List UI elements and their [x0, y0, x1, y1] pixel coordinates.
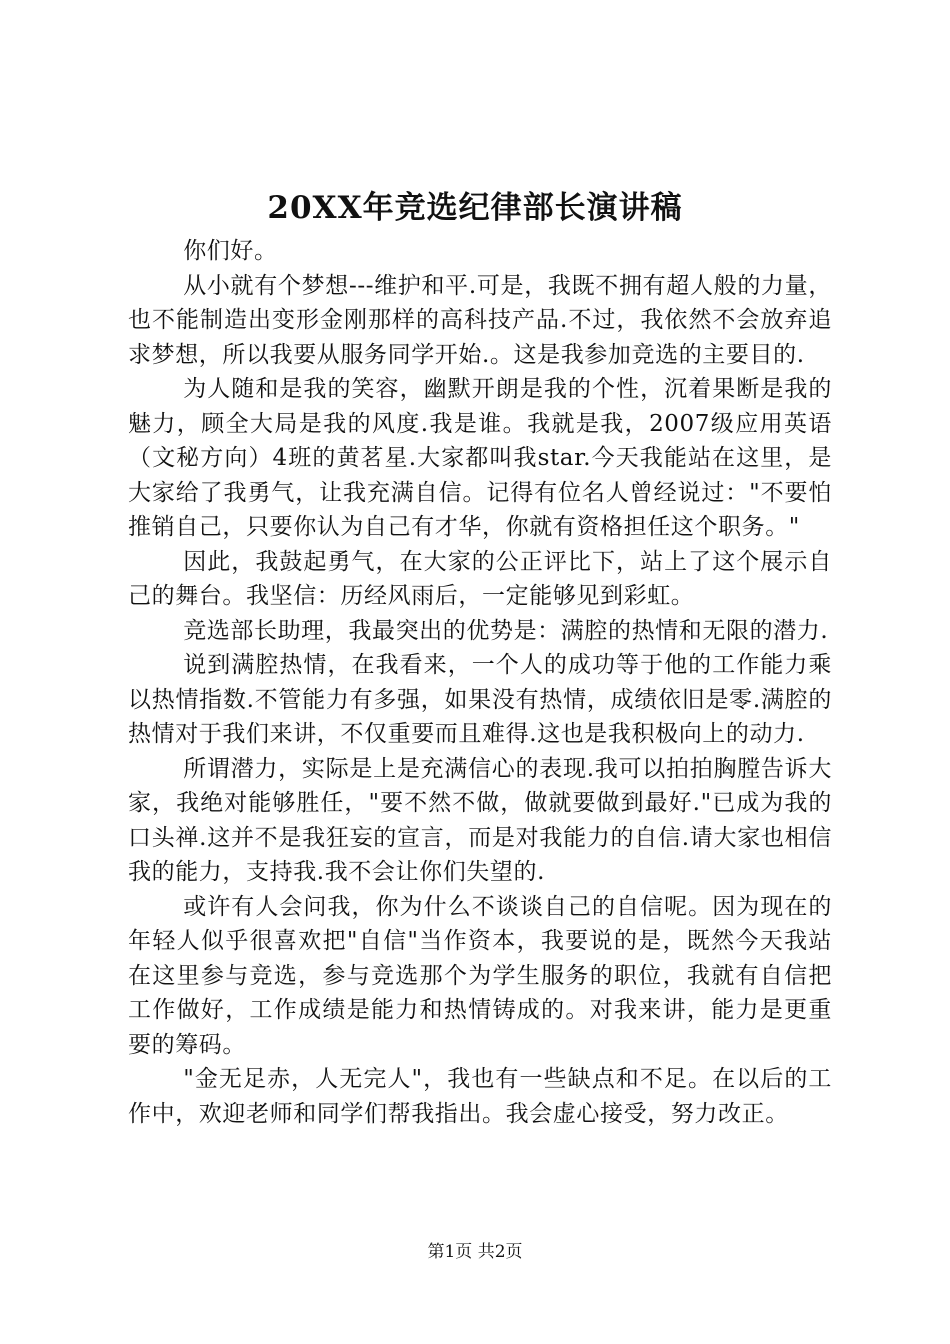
paragraph: 从小就有个梦想---维护和平.可是，我既不拥有超人般的力量，也不能制造出变形金刚那样的高科技产品.不过，我依然不会放弃追求梦想，所以我要从服务同学开始.。这是我参加竞选的主要目的.	[128, 272, 832, 368]
paragraph: 说到满腔热情，在我看来，一个人的成功等于他的工作能力乘以热情指数.不管能力有多强，如果没有热情，成绩依旧是零.满腔的热情对于我们来讲，不仅重要而且难得.这也是我积极向上的动力.	[128, 652, 832, 747]
paragraph: 竞选部长助理，我最突出的优势是：满腔的热情和无限的潜力.	[183, 617, 829, 644]
paragraph: 所谓潜力，实际是上是充满信心的表现.我可以拍拍胸膛告诉大家，我绝对能够胜任，"要不然不做，做就要做到最好."已成为我的口头禅.这并不是我狂妄的宣言，而是对我能力的自信.请大家也相信我的能力，支持我.我不会让你们失望的.	[128, 755, 832, 885]
document-body	[128, 234, 832, 1131]
paragraph-greeting: 你们好。	[183, 238, 278, 264]
page-number-footer: 第1页 共2页	[427, 1242, 523, 1262]
paragraph: 或许有人会问我，你为什么不谈谈自己的自信呢。因为现在的年轻人似乎很喜欢把"自信"当作资本，我要说的是，既然今天我站在这里参与竞选，参与竞选那个为学生服务的职位，我就有自信把工作做好，工作成绩是能力和热情铸成的。对我来讲，能力是更重要的筹码。	[128, 893, 832, 1058]
paragraph: 因此，我鼓起勇气，在大家的公正评比下，站上了这个展示自己的舞台。我坚信：历经风雨后，一定能够见到彩虹。	[128, 548, 832, 609]
paragraph: "金无足赤，人无完人"，我也有一些缺点和不足。在以后的工作中，欢迎老师和同学们帮我指出。我会虚心接受，努力改正。	[128, 1066, 832, 1127]
document-title: 20XX年竞选纪律部长演讲稿	[267, 190, 683, 226]
paragraph: 为人随和是我的笑容，幽默开朗是我的个性，沉着果断是我的魅力，顾全大局是我的风度.我是谁。我就是我，2007级应用英语（文秘方向）4班的黄茗星.大家都叫我star.今天我能站在这里，是大家给了我勇气，让我充满自信。记得有位名人曾经说过："不要怕推销自己，只要你认为自己有才华，你就有资格担任这个职务。"	[128, 376, 832, 540]
